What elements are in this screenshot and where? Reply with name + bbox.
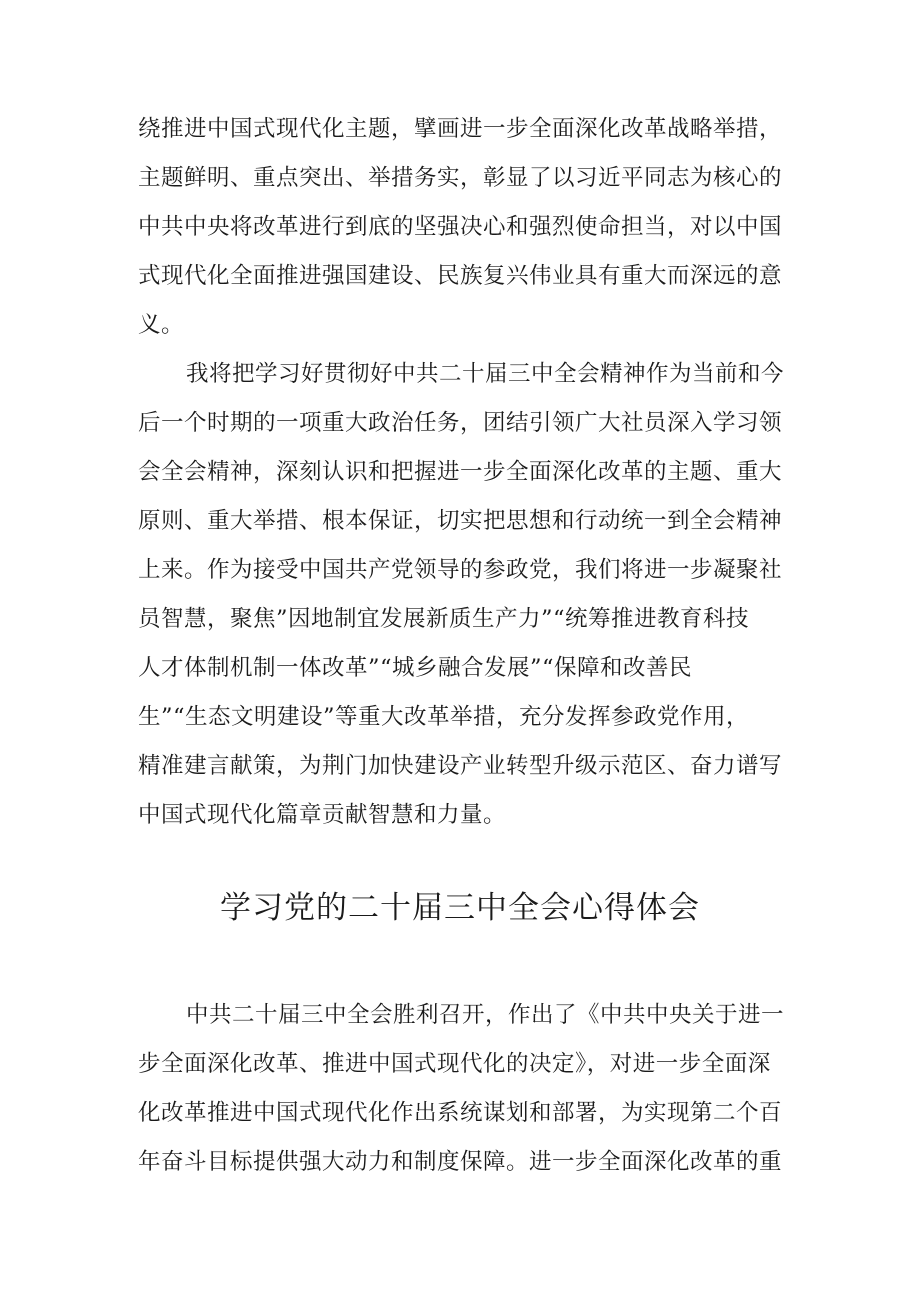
paragraph-line: 人才体制机制一体改革”“城乡融合发展”“保障和改善民	[138, 655, 693, 681]
paragraph-line: 步全面深化改革、推进中国式现代化的决定》，对进一步全面深	[138, 1051, 771, 1077]
paragraph-line: 生”“生态文明建设”等重大改革举措，充分发挥参政党作用，	[138, 704, 750, 730]
paragraph-line: 中共中央将改革进行到底的坚强决心和强烈使命担当，对以中国	[138, 214, 783, 240]
paragraph-line: 中国式现代化篇章贡献智慧和力量。	[138, 802, 507, 828]
paragraph-line: 主题鲜明、重点突出、举措务实，彰显了以习近平同志为核心的	[138, 165, 783, 191]
paragraph-line: 绕推进中国式现代化主题，擘画进一步全面深化改革战略举措，	[138, 116, 783, 142]
paragraph-line: 中共二十届三中全会胜利召开，作出了《中共中央关于进一	[186, 1002, 785, 1028]
paragraph-line: 年奋斗目标提供强大动力和制度保障。进一步全面深化改革的重	[138, 1149, 783, 1175]
paragraph-line: 上来。作为接受中国共产党领导的参政党，我们将进一步凝聚社	[138, 557, 783, 583]
paragraph-line: 后一个时期的一项重大政治任务，团结引领广大社员深入学习领	[138, 410, 783, 436]
paragraph-line: 义。	[138, 312, 185, 338]
section-heading: 学习党的二十届三中全会心得体会	[220, 890, 700, 926]
paragraph-line: 精准建言献策，为荆门加快建设产业转型升级示范区、奋力谱写	[138, 753, 783, 779]
paragraph-line: 会全会精神，深刻认识和把握进一步全面深化改革的主题、重大	[138, 459, 783, 485]
paragraph-line: 员智慧，聚焦”因地制宜发展新质生产力”“统筹推进教育科技	[138, 606, 750, 632]
paragraph-line: 我将把学习好贯彻好中共二十届三中全会精神作为当前和今	[186, 361, 785, 387]
paragraph-line: 原则、重大举措、根本保证，切实把思想和行动统一到全会精神	[138, 508, 783, 534]
paragraph-line: 化改革推进中国式现代化作出系统谋划和部署，为实现第二个百	[138, 1100, 783, 1126]
paragraph-line: 式现代化全面推进强国建设、民族复兴伟业具有重大而深远的意	[138, 263, 783, 289]
